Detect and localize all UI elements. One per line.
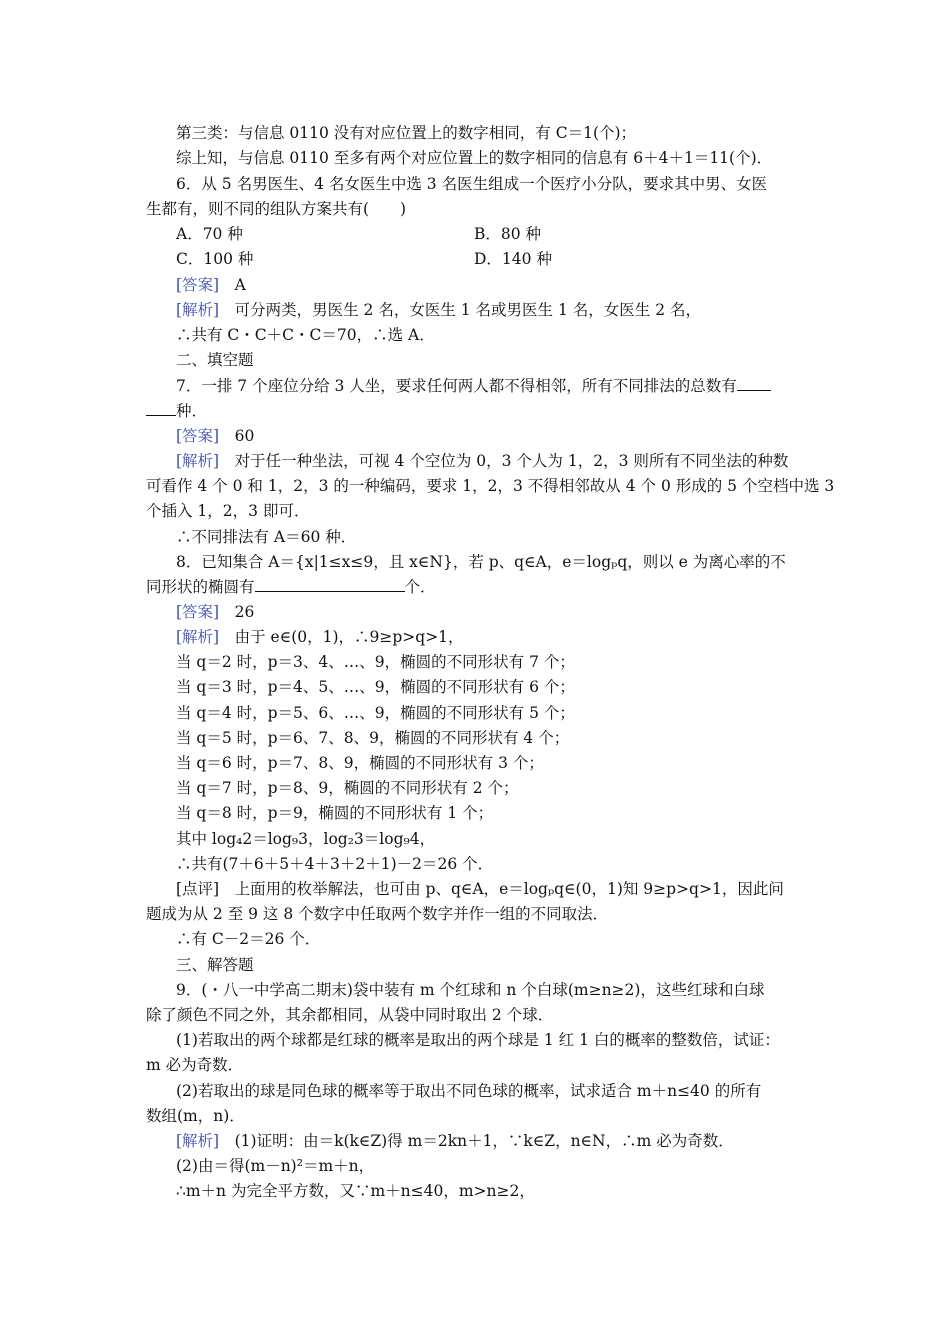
- text-line: 题成为从 2 至 9 这 8 个数字中任取两个数字并作一组的不同取法．: [146, 905, 609, 923]
- answer-value: 26: [234, 603, 255, 621]
- question-7-stem-cont: [146, 401, 207, 421]
- answer-tag: [答案]: [176, 276, 220, 294]
- analysis-tag: [解析]: [176, 301, 220, 319]
- case-line: 当 q＝7 时，p＝8、9，椭圆的不同形状有 2 个；: [176, 779, 519, 797]
- question-6-stem: 6．从 5 名男医生、4 名女医生中选 3 名医生组成一个医疗小分队，要求其中男、女医: [176, 175, 768, 193]
- option-c: C．100 种: [176, 250, 254, 268]
- analysis-line: [176, 451, 788, 471]
- answer-value: A: [234, 276, 246, 294]
- question-6-stem-cont: 生都有，则不同的组队方案共有( ): [146, 200, 407, 218]
- text-line: ∴共有(7＋6＋5＋4＋3＋2＋1)－2＝26 个．: [176, 855, 494, 873]
- case-line: 当 q＝5 时，p＝6、7、8、9，椭圆的不同形状有 4 个；: [176, 729, 570, 747]
- text-line: ∴有 C－2＝26 个．: [176, 930, 321, 948]
- case-line: 当 q＝6 时，p＝7、8、9，椭圆的不同形状有 3 个；: [176, 754, 544, 772]
- text-line: ∴m＋n 为完全平方数，又∵m＋n≤40，m>n≥2，: [176, 1182, 535, 1200]
- question-9-part-2-cont: 数组(m，n)．: [146, 1107, 245, 1125]
- analysis-tag: [解析]: [176, 452, 220, 470]
- answer-tag: [答案]: [176, 427, 220, 445]
- question-9-stem-cont: 除了颜色不同之外，其余都相同，从袋中同时取出 2 个球．: [146, 1006, 554, 1024]
- case-line: 当 q＝8 时，p＝9，椭圆的不同形状有 1 个；: [176, 804, 494, 822]
- question-9-part-2: (2)若取出的球是同色球的概率等于取出不同色球的概率，试求适合 m＋n≤40 的所有: [176, 1082, 762, 1100]
- review-text: 上面用的枚举解法，也可由 p、q∈A，e＝logₚq∈(0，1)知 9≥p>q>1，因此问: [234, 880, 784, 898]
- analysis-tag: [解析]: [176, 628, 220, 646]
- question-8-stem-cont: [146, 577, 436, 597]
- question-8-stem: 8．已知集合 A＝{x|1≤x≤9，且 x∈N}，若 p、q∈A，e＝logₚq，则以 e 为离心率的不: [176, 553, 786, 571]
- analysis-tag: [解析]: [176, 1132, 220, 1150]
- answer-line: [176, 602, 254, 622]
- text-line: 其中 log₄2＝log₉3，log₂3＝log₉4，: [176, 830, 436, 848]
- option-d: D．140 种: [474, 250, 552, 268]
- analysis-text: 由于 e∈(0，1)，∴9≥p>q>1，: [234, 628, 464, 646]
- section-heading: 三、解答题: [176, 956, 254, 974]
- question-8-text: 同形状的椭圆有: [146, 578, 255, 596]
- case-line: 当 q＝4 时，p＝5、6、…、9，椭圆的不同形状有 5 个；: [176, 704, 575, 722]
- answer-tag: [答案]: [176, 603, 220, 621]
- review-line: [176, 879, 784, 899]
- question-8-text: 个．: [404, 578, 436, 596]
- analysis-line: [176, 627, 464, 647]
- analysis-line: [176, 300, 701, 320]
- question-9-part-1-cont: m 必为奇数．: [146, 1056, 244, 1074]
- text-line: (2)由＝得(m－n)²＝m＋n，: [176, 1157, 375, 1175]
- analysis-text: (1)证明：由＝k(k∈Z)得 m＝2kn＋1，∵k∈Z，n∈N，∴m 必为奇数．: [234, 1132, 734, 1150]
- question-7-text: 种．: [176, 402, 208, 420]
- answer-blank: [255, 577, 405, 592]
- text-line: ∴不同排法有 A＝60 种．: [176, 528, 357, 546]
- answer-blank: [737, 376, 771, 391]
- analysis-text: 对于任一种坐法，可视 4 个空位为 0，3 个人为 1，2，3 则所有不同坐法的种数: [234, 452, 789, 470]
- text-line: 综上知，与信息 0110 至多有两个对应位置上的数字相同的信息有 6＋4＋1＝11(个)．: [176, 149, 773, 167]
- question-7-stem: [176, 376, 771, 396]
- text-line: ∴共有 C・C＋C・C＝70，∴选 A．: [176, 326, 435, 344]
- text-line: 个插入 1，2，3 即可．: [146, 502, 310, 520]
- option-b: B．80 种: [474, 225, 542, 243]
- answer-blank: [146, 401, 176, 416]
- case-line: 当 q＝3 时，p＝4、5、…、9，椭圆的不同形状有 6 个；: [176, 678, 575, 696]
- answer-line: [176, 426, 254, 446]
- question-9-stem: 9．(・八一中学高二期末)袋中装有 m 个红球和 n 个白球(m≥n≥2)，这些红球和白球: [176, 981, 765, 999]
- text-line: 可看作 4 个 0 和 1，2，3 的一种编码，要求 1，2，3 不得相邻故从 4 个 0 形成的 5 个空档中选 3: [146, 477, 835, 495]
- option-a: A．70 种: [176, 225, 243, 243]
- analysis-line: [176, 1131, 734, 1151]
- question-7-text: 7．一排 7 个座位分给 3 人坐，要求任何两人都不得相邻，所有不同排法的总数有: [176, 377, 737, 395]
- answer-line: [176, 275, 246, 295]
- question-9-part-1: (1)若取出的两个球都是红球的概率是取出的两个球是 1 红 1 白的概率的整数倍，试证：: [176, 1031, 780, 1049]
- case-line: 当 q＝2 时，p＝3、4、…、9，椭圆的不同形状有 7 个；: [176, 653, 575, 671]
- text-line: 第三类：与信息 0110 没有对应位置上的数字相同，有 C＝1(个)；: [176, 124, 637, 142]
- answer-value: 60: [234, 427, 255, 445]
- review-tag: [点评]: [176, 880, 220, 898]
- analysis-text: 可分两类，男医生 2 名，女医生 1 名或男医生 1 名，女医生 2 名，: [234, 301, 701, 319]
- section-heading: 二、填空题: [176, 351, 254, 369]
